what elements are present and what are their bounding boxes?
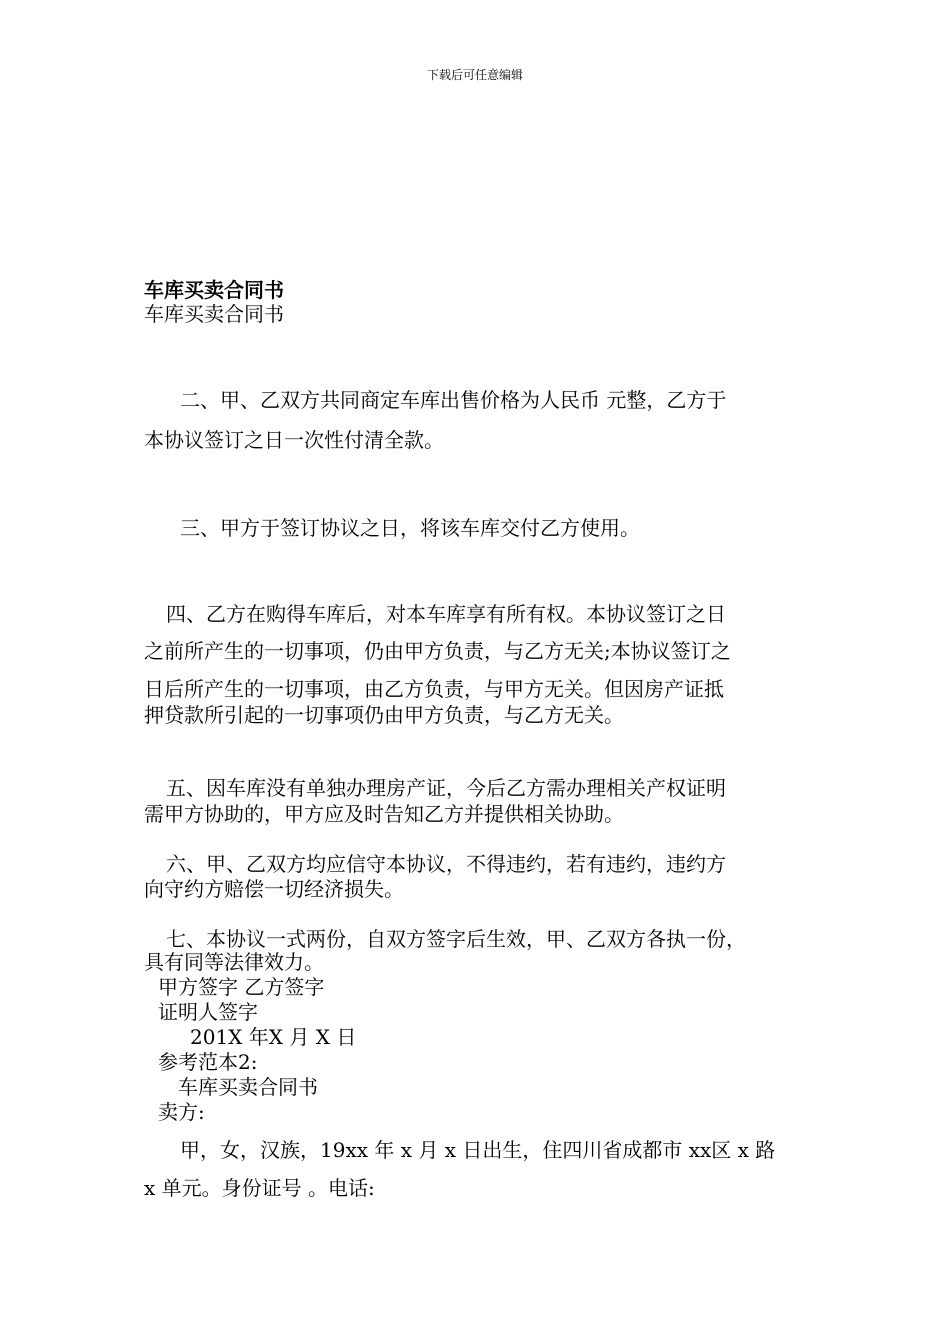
document-title: 车库买卖合同书 [144,302,284,326]
clause-4-line-4: 押贷款所引起的一切事项仍由甲方负责，与乙方无关。 [144,703,624,727]
clause-4 [144,635,814,728]
signature-parties: 甲方签字 乙方签字 [158,975,325,999]
clause-6 [144,873,814,902]
clause-6-line-1: 六、甲、乙双方均应信守本协议，不得违约，若有违约，违约方 [166,852,726,876]
clause-5-first [166,772,836,801]
clause-4-line-3: 日后所产生的一切事项，由乙方负责，与甲方无关。但因房产证抵 [144,677,724,701]
clause-5-line-1: 五、因车库没有单独办理房产证，今后乙方需办理相关产权证明 [166,776,726,800]
clause-6-line-2: 向守约方赔偿一切经济损失。 [144,877,404,901]
clause-5-line-2: 需甲方协助的，甲方应及时告知乙方并提供相关协助。 [144,802,624,826]
template2-label: 参考范本2: [158,1050,258,1074]
clause-2-line-1: 二、甲、乙双方共同商定车库出售价格为人民币 元整，乙方于 [160,388,727,412]
clause-2-line-2: 本协议签订之日一次性付清全款。 [144,428,444,452]
clause-2-cont [144,424,814,453]
clause-7-line-2: 具有同等法律效力。 [144,950,324,974]
clause-4-line-1: 四、乙方在购得车库后，对本车库享有所有权。本协议签订之日 [166,602,726,626]
clause-7-line-1: 七、本协议一式两份，自双方签字后生效，甲、乙双方各执一份， [166,927,746,951]
signature-witness: 证明人签字 [158,1000,258,1024]
seller-line-1: 甲，女，汉族，19xx 年 x 月 x 日出生，住四川省成都市 xx区 x 路 [180,1138,776,1162]
seller-line-2: x 单元。身份证号 。电话: [144,1176,375,1200]
template2-title: 车库买卖合同书 [178,1075,318,1099]
clause-4-line-2: 之前所产生的一切事项，仍由甲方负责，与乙方无关;本协议签订之 [144,639,731,663]
clause-3-line-1: 三、甲方于签订协议之日，将该车库交付乙方使用。 [160,516,640,540]
seller-label: 卖方: [158,1100,205,1124]
clause-3 [160,512,830,541]
clause-4-first [166,598,836,627]
clause-5 [144,798,814,827]
signature-date: 201X 年X 月 X 日 [190,1025,357,1049]
document-title-bold: 车库买卖合同书 [144,278,284,302]
clause-2 [160,384,830,420]
page-header: 下载后可任意编辑 [426,68,523,82]
